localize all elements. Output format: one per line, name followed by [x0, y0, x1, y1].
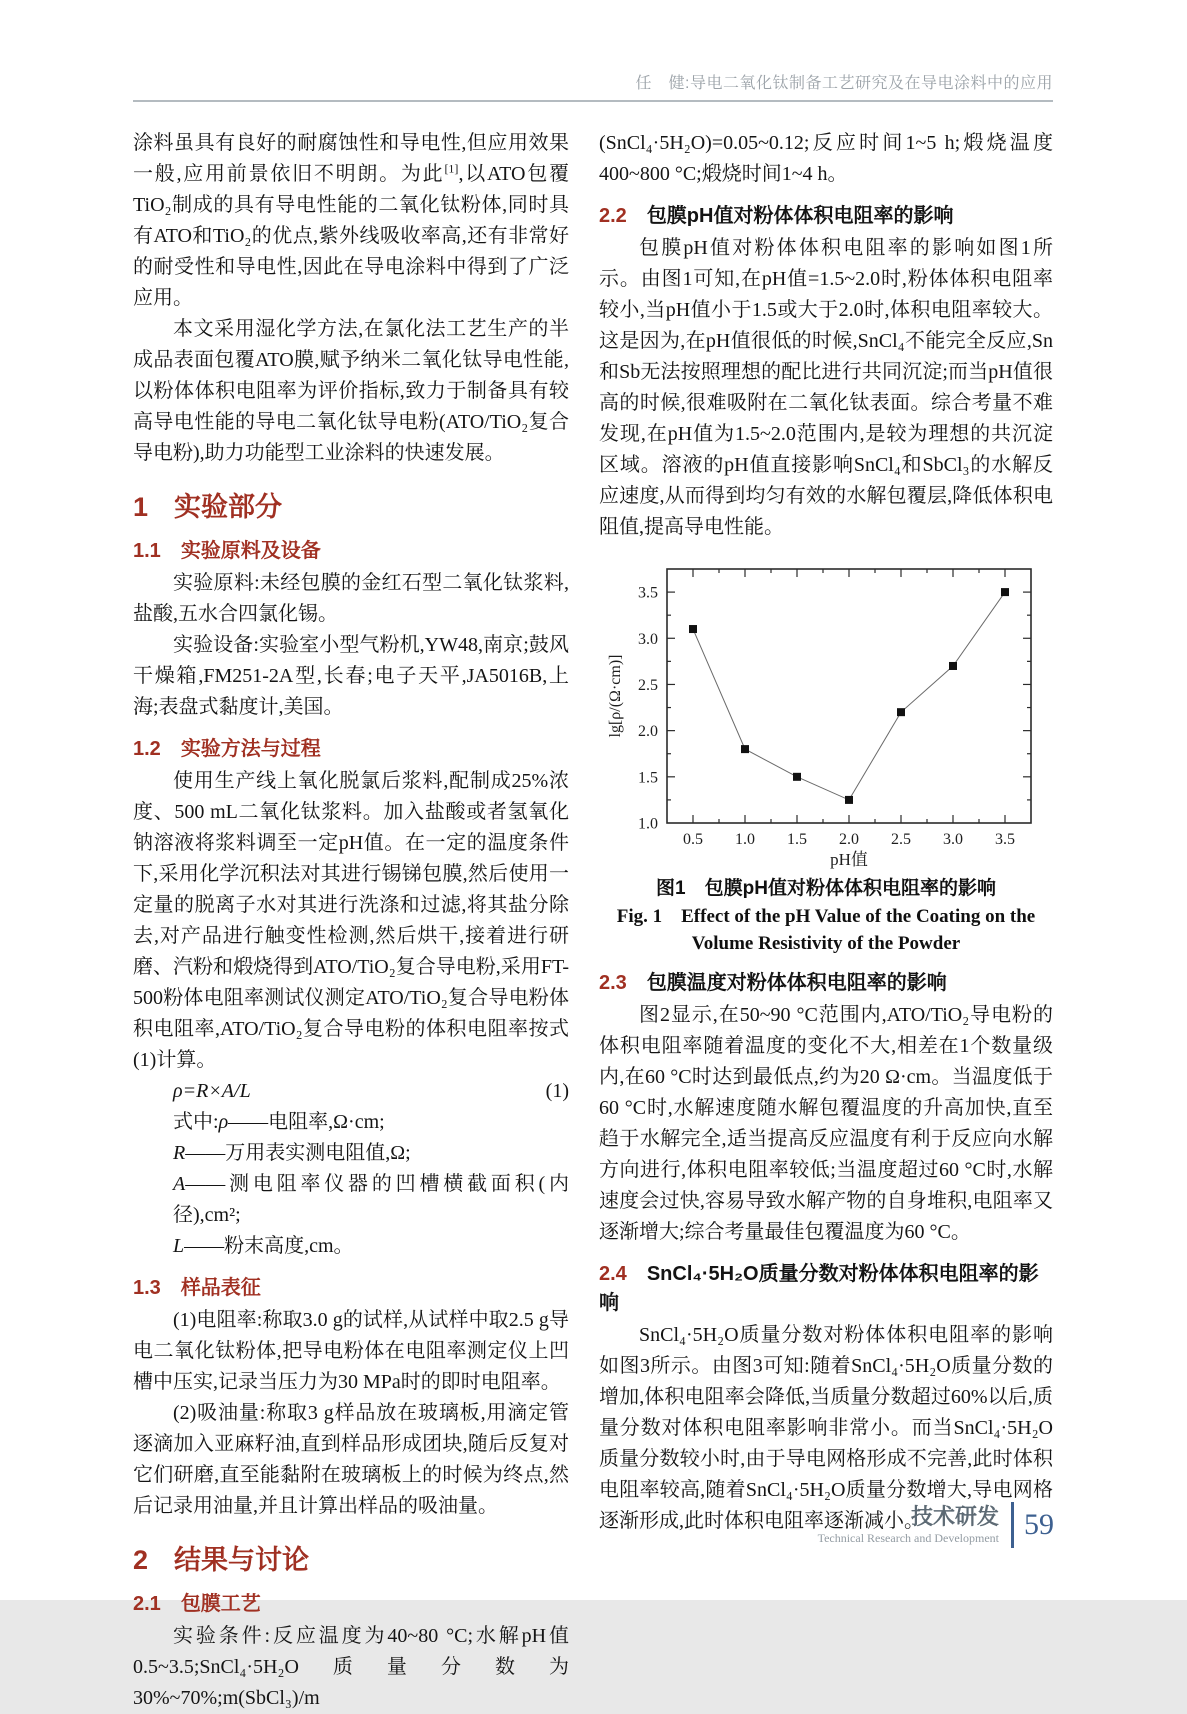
section-1-title: 实验部分 — [174, 492, 283, 522]
section-2-heading — [133, 1538, 569, 1577]
svg-text:pH值: pH值 — [830, 850, 868, 869]
figure-1 — [601, 555, 1051, 957]
section-2-2-heading — [599, 199, 1053, 228]
where-text: ——电阻率,Ω·cm; — [228, 1111, 385, 1133]
intro-text-before-ref: 涂料虽具有良好的耐腐蚀性和导电性,但应用效果一般,应用前景依旧不明朗。为此 — [133, 132, 569, 185]
section-2-3-title: 包膜温度对粉体体积电阻率的影响 — [646, 972, 947, 994]
section-1-number: 1 — [133, 492, 149, 522]
svg-text:2.5: 2.5 — [638, 676, 658, 694]
svg-text:0.5: 0.5 — [683, 831, 703, 848]
section-1-2-number: 1.2 — [133, 738, 161, 760]
where-prefix: 式中: — [173, 1111, 219, 1133]
running-title: 任 健:导电二氧化钛制备工艺研究及在导电涂料中的应用 — [635, 75, 1053, 92]
section-1-heading — [133, 485, 569, 524]
section-1-1-number: 1.1 — [133, 540, 161, 562]
method-paragraph: 使用生产线上氧化脱氯后浆料,配制成25%浓度、500 mL二氧化钛浆料。加入盐酸或者氢氧化钠溶液将浆料调至一定pH值。在一定的温度条件下,采用化学沉积法对其进行锡锑包膜,然后使用一定量的脱离子水对其进行洗涤和过滤,将其盐分除去,对产品进行触变性检测,然后烘干,接着进行研磨、汽粉和煅烧得到ATO/TiO₂复合导电粉,采用FT-500粉体电阻率测试仪测定ATO/TiO₂复合导电粉体积电阻率,ATO/TiO₂复合导电粉的体积电阻率按式(1)计算。 — [133, 770, 569, 1071]
mass-fraction-paragraph: SnCl₄·5H₂O质量分数对粉体体积电阻率的影响如图3所示。由图3可知:随着SnCl₄·5H₂O质量分数的增加,体积电阻率会降低,当质量分数超过60%以后,质量分数对体积电阻率影响非常小。而当SnCl₄·5H₂O质量分数较小时,由于导电网格形成不完善,此时体积电阻率较高,随着SnCl₄·5H₂O质量分数增大,导电网格逐渐形成,此时体积电阻率逐渐减小。 — [599, 1324, 1053, 1532]
svg-text:3.5: 3.5 — [995, 831, 1015, 848]
svg-text:2.0: 2.0 — [638, 723, 658, 741]
where-var: R — [173, 1142, 186, 1164]
section-2-4-heading — [599, 1257, 1053, 1315]
section-2-number: 2 — [133, 1545, 149, 1575]
figure-1-caption-en-line1: Fig. 1 Effect of the pH Value of the Coating on the — [616, 906, 1036, 927]
conditions-paragraph: 实验条件:反应温度为40~80 °C;水解pH值0.5~3.5;SnCl₄·5H₂O质量分数为30%~70%;m(SbCl₃)/m — [133, 1625, 569, 1709]
ph-chart — [603, 555, 1049, 871]
svg-text:1.5: 1.5 — [638, 769, 658, 787]
equation-where-row — [133, 1231, 569, 1262]
intro-paragraph-2: 本文采用湿化学方法,在氯化法工艺生产的半成品表面包覆ATO膜,赋予纳米二氧化钛导电性能,以粉体体积电阻率为评价指标,致力于制备具有较高导电性能的导电二氧化钛导电粉(ATO/TiO₂复合导电粉),助力功能型工业涂料的快速发展。 — [133, 318, 569, 464]
materials-paragraph: 实验原料:未经包膜的金红石型二氧化钛浆料,盐酸,五水合四氯化锡。 — [133, 572, 569, 625]
where-text: ——万用表实测电阻值,Ω; — [185, 1142, 411, 1164]
svg-text:2.5: 2.5 — [891, 831, 911, 848]
where-var: ρ — [218, 1111, 229, 1133]
svg-text:3.5: 3.5 — [638, 584, 658, 602]
characterization-paragraph-2: (2)吸油量:称取3 g样品放在玻璃板,用滴定管逐滴加入亚麻籽油,直到样品形成团块,随后反复对它们研磨,直至能黏附在玻璃板上的时候为终点,然后记录用油量,并且计算出样品的吸油量。 — [133, 1402, 569, 1517]
svg-text:2.0: 2.0 — [839, 831, 859, 848]
svg-text:1.5: 1.5 — [787, 831, 807, 848]
section-2-3-number: 2.3 — [599, 972, 627, 994]
section-2-2-title: 包膜pH值对粉体体积电阻率的影响 — [646, 205, 954, 227]
where-var: L — [173, 1235, 185, 1257]
figure-1-caption-en-line2: Volume Resistivity of the Powder — [691, 933, 961, 954]
reference-marker-1: [1] — [444, 161, 459, 176]
section-2-2-number: 2.2 — [599, 205, 627, 227]
svg-text:1.0: 1.0 — [735, 831, 755, 848]
where-var: A — [173, 1173, 186, 1195]
section-2-4-number: 2.4 — [599, 1263, 627, 1285]
ph-effect-paragraph: 包膜pH值对粉体体积电阻率的影响如图1所示。由图1可知,在pH值=1.5~2.0时,粉体体积电阻率较小,当pH值小于1.5或大于2.0时,体积电阻率较大。这是因为,在pH值很低的时候,SnCl₄不能完全反应,Sn和Sb无法按照理想的配比进行共同沉淀;而当pH值很高的时候,很难吸附在二氧化钛表面。综合考量不难发现,在pH值为1.5~2.0范围内,是较为理想的共沉淀区域。溶液的pH值直接影响SnCl₄和SbCl₃的水解反应速度,从而得到均匀有效的水解包覆层,降低体积电阻值,提高导电性能。 — [599, 237, 1053, 538]
section-2-1-heading — [133, 1587, 569, 1616]
temperature-effect-paragraph: 图2显示,在50~90 °C范围内,ATO/TiO₂导电粉的体积电阻率随着温度的变化不大,相差在1个数量级内,在60 °C时达到最低点,约为20 Ω·cm。当温度低于60 °C时,水解速度随水解包覆温度的升高加快,直至趋于水解完全,适当提高反应温度有利于反应向水解方向进行,体积电阻率较低;当温度超过60 °C时,水解速度会过快,容易导致水解产物的自身堆积,电阻率又逐渐增大;综合考量最佳包覆温度为60 °C。 — [599, 1004, 1053, 1243]
section-2-1-number: 2.1 — [133, 1593, 161, 1615]
section-2-3-heading — [599, 966, 1053, 995]
section-2-title: 结果与讨论 — [174, 1545, 310, 1575]
svg-text:lg[ρ/(Ω·cm)]: lg[ρ/(Ω·cm)] — [607, 654, 624, 738]
equation-formula: ρ=R×A/L — [173, 1080, 251, 1102]
section-2-4-title: SnCl₄·5H₂O质量分数对粉体体积电阻率的影响 — [599, 1263, 1039, 1314]
section-1-1-title: 实验原料及设备 — [180, 540, 321, 562]
equation-where-row — [133, 1169, 569, 1231]
section-1-1-heading — [133, 534, 569, 563]
right-column — [599, 128, 1053, 1714]
two-column-body — [0, 102, 1187, 1714]
section-1-3-title: 样品表征 — [180, 1277, 261, 1299]
where-text: ——测电阻率仪器的凹槽横截面积(内径),cm²; — [173, 1173, 569, 1226]
svg-text:3.0: 3.0 — [638, 630, 658, 648]
svg-text:1.0: 1.0 — [638, 815, 658, 833]
conditions-continued-paragraph: (SnCl₄·5H₂O)=0.05~0.12;反应时间1~5 h;煅烧温度400~800 °C;煅烧时间1~4 h。 — [599, 132, 1053, 185]
section-2-1-title: 包膜工艺 — [180, 1593, 261, 1615]
svg-text:3.0: 3.0 — [943, 831, 963, 848]
where-text: ——粉末高度,cm。 — [184, 1235, 354, 1257]
figure-1-caption — [601, 875, 1051, 957]
characterization-paragraph-1: (1)电阻率:称取3.0 g的试样,从试样中取2.5 g导电二氧化钛粉体,把导电粉体在电阻率测定仪上凹槽中压实,记录当压力为30 MPa时的即时电阻率。 — [133, 1309, 569, 1393]
section-1-3-number: 1.3 — [133, 1277, 161, 1299]
equation-1 — [133, 1076, 569, 1107]
page-header — [0, 0, 1187, 102]
section-1-2-heading — [133, 732, 569, 761]
section-1-2-title: 实验方法与过程 — [180, 738, 321, 760]
section-1-3-heading — [133, 1271, 569, 1300]
equation-where-row — [133, 1138, 569, 1169]
intro-paragraph-1 — [133, 128, 569, 314]
left-column — [133, 128, 569, 1714]
page-number: 59 — [1024, 1508, 1054, 1541]
intro-text-after-ref: ,以ATO包覆TiO₂制成的具有导电性能的二氧化钛粉体,同时具有ATO和TiO₂的优点,紫外线吸收率高,还有非常好的耐受性和导电性,因此在导电涂料中得到了广泛应用。 — [133, 163, 570, 309]
footer-section-en: Technical Research and Development — [817, 1531, 999, 1545]
page-footer — [818, 1502, 1054, 1548]
equation-number: (1) — [545, 1080, 569, 1102]
footer-section-label — [818, 1504, 999, 1546]
figure-1-caption-cn: 图1 包膜pH值对粉体体积电阻率的影响 — [656, 878, 996, 899]
equipment-paragraph: 实验设备:实验室小型气粉机,YW48,南京;鼓风干燥箱,FM251-2A型,长春;电子天平,JA5016B,上海;表盘式黏度计,美国。 — [133, 634, 569, 718]
footer-divider — [1011, 1502, 1014, 1548]
equation-where-row — [133, 1107, 569, 1138]
footer-section-cn: 技术研发 — [910, 1504, 999, 1529]
